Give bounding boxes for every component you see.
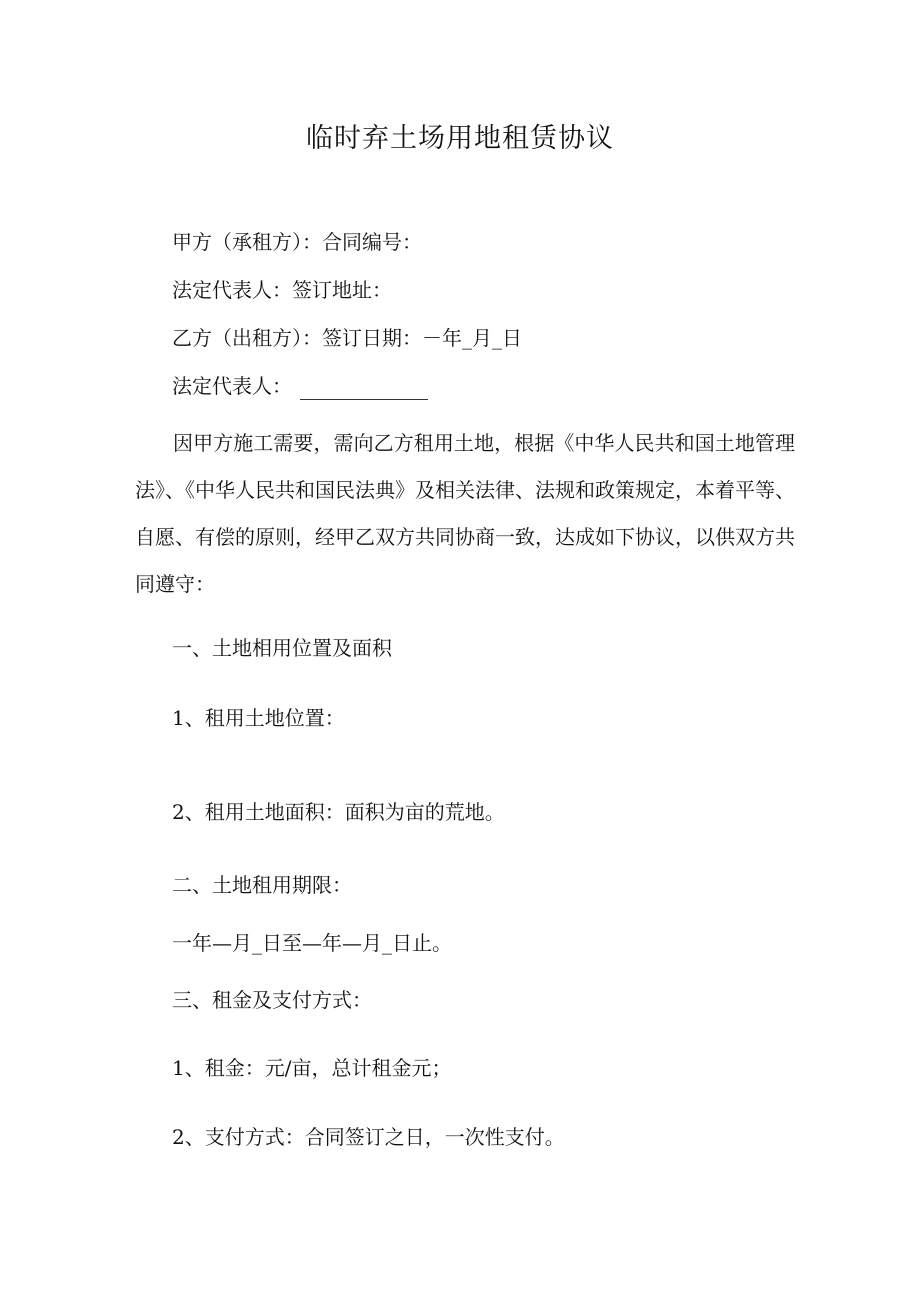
party-b-representative-label: 法定代表人： [172,374,292,398]
party-b-line: 乙方（出租方）：签订日期：－年_月_日 [172,326,522,350]
section-3-title: 三、租金及支付方式： [172,988,372,1012]
party-a-representative-line: 法定代表人：签订地址： [172,278,392,302]
document-title: 临时弃土场用地租赁协议 [306,123,614,154]
section-2-text: 一年—月_日至—年—月_日止。 [172,931,452,955]
intro-paragraph: 因甲方施工需要，需向乙方租用土地，根据《中华人民共和国土地管理法》、《中华人民共和国民法典》及相关法律、法规和政策规定，本着平等、自愿、有偿的原则，经甲乙双方共同协商一致，达成如下协议，以供双方共同遵守： [135,431,795,596]
section-1-item-1: 1、租用土地位置： [172,706,345,730]
party-a-line: 甲方（承租方）：合同编号： [172,230,422,254]
signature-blank [300,381,428,400]
section-3-item-1: 1、租金：元/亩，总计租金元； [172,1056,452,1080]
party-b-representative-line [172,372,428,400]
section-3-item-2: 2、支付方式：合同签订之日，一次性支付。 [172,1125,565,1149]
section-2-title: 二、土地租用期限： [172,873,352,897]
section-1-item-2: 2、租用土地面积：面积为亩的荒地。 [172,800,505,824]
section-1-title: 一、土地相用位置及面积 [172,636,392,660]
